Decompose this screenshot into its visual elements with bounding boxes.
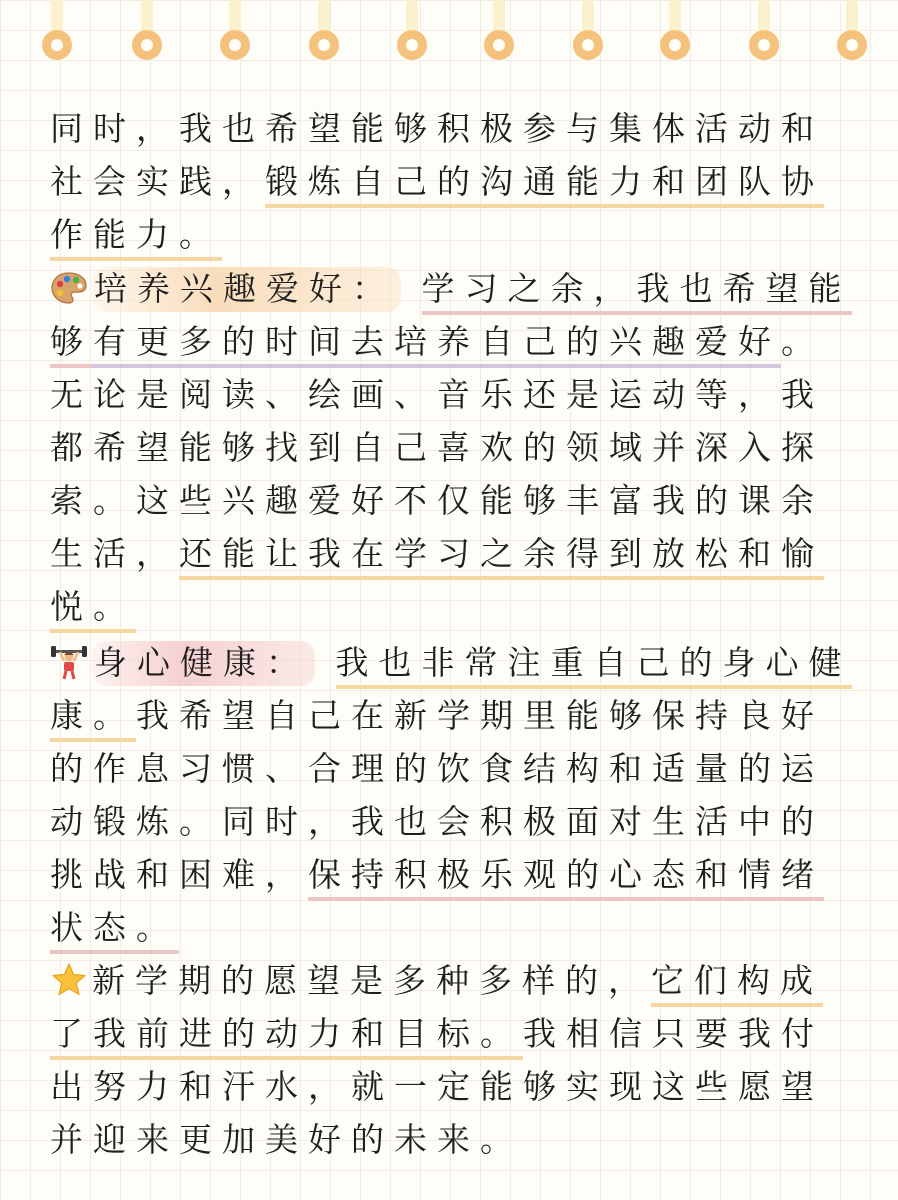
paragraph-text: 同时，我也希望能够积极参与集体活动和社会实践， <box>50 109 824 201</box>
underlined-text: 我也非常注重自己的身心健康。 <box>50 643 852 742</box>
section-heading: 培养兴趣爱好： <box>92 267 401 312</box>
binding-ring <box>573 0 603 62</box>
binding-ring <box>484 0 514 62</box>
underlined-text: 它们构成了我前进的动力和目标。 <box>50 961 823 1060</box>
star-emoji <box>50 962 88 998</box>
underlined-text: 锻炼自己的沟通能力和团队协作能力。 <box>50 162 824 261</box>
binding-ring <box>220 0 250 62</box>
binding-ring <box>397 0 427 62</box>
binding-ring <box>749 0 779 62</box>
section-heading: 身心健康： <box>92 641 315 686</box>
paragraph-conclusion <box>50 954 860 1166</box>
paragraph-text: 。无论是阅读、绘画、音乐还是运动等，我都希望能够找到自己喜欢的领域并深入探索。这些兴趣爱好不仅能够丰富我的课余生活， <box>50 322 824 573</box>
underlined-text: 学习之余，我也希望能够 <box>50 269 852 368</box>
artist-palette-emoji <box>50 270 88 306</box>
binding-ring <box>837 0 867 62</box>
binding-ring <box>42 0 72 62</box>
binding-ring <box>132 0 162 62</box>
notebook-binding-rings <box>0 0 898 70</box>
paragraph-text: 我希望自己在新学期里能够保持良好的作息习惯、合理的饮食结构和适量的运动锻炼。同时，我也会积极面对生活中的挑战和困难， <box>50 696 824 894</box>
binding-ring <box>309 0 339 62</box>
paragraph-hobbies <box>50 262 860 633</box>
weightlifter-emoji <box>50 644 88 680</box>
underlined-text: 保持积极乐观的心态和情绪状态。 <box>50 855 824 954</box>
paragraph-health <box>50 636 860 954</box>
paragraph-text: 我相信只要我付出努力和汗水，就一定能够实现这些愿望并迎来更加美好的未来。 <box>50 1014 824 1159</box>
underlined-text: 有更多的时间去培养自己的兴趣爱好 <box>93 322 781 368</box>
paragraph-text: 新学期的愿望是多种多样的， <box>92 961 651 1000</box>
underlined-text: 还能让我在学习之余得到放松和愉悦。 <box>50 534 824 633</box>
binding-ring <box>660 0 690 62</box>
paragraph-social-practice <box>50 102 860 261</box>
